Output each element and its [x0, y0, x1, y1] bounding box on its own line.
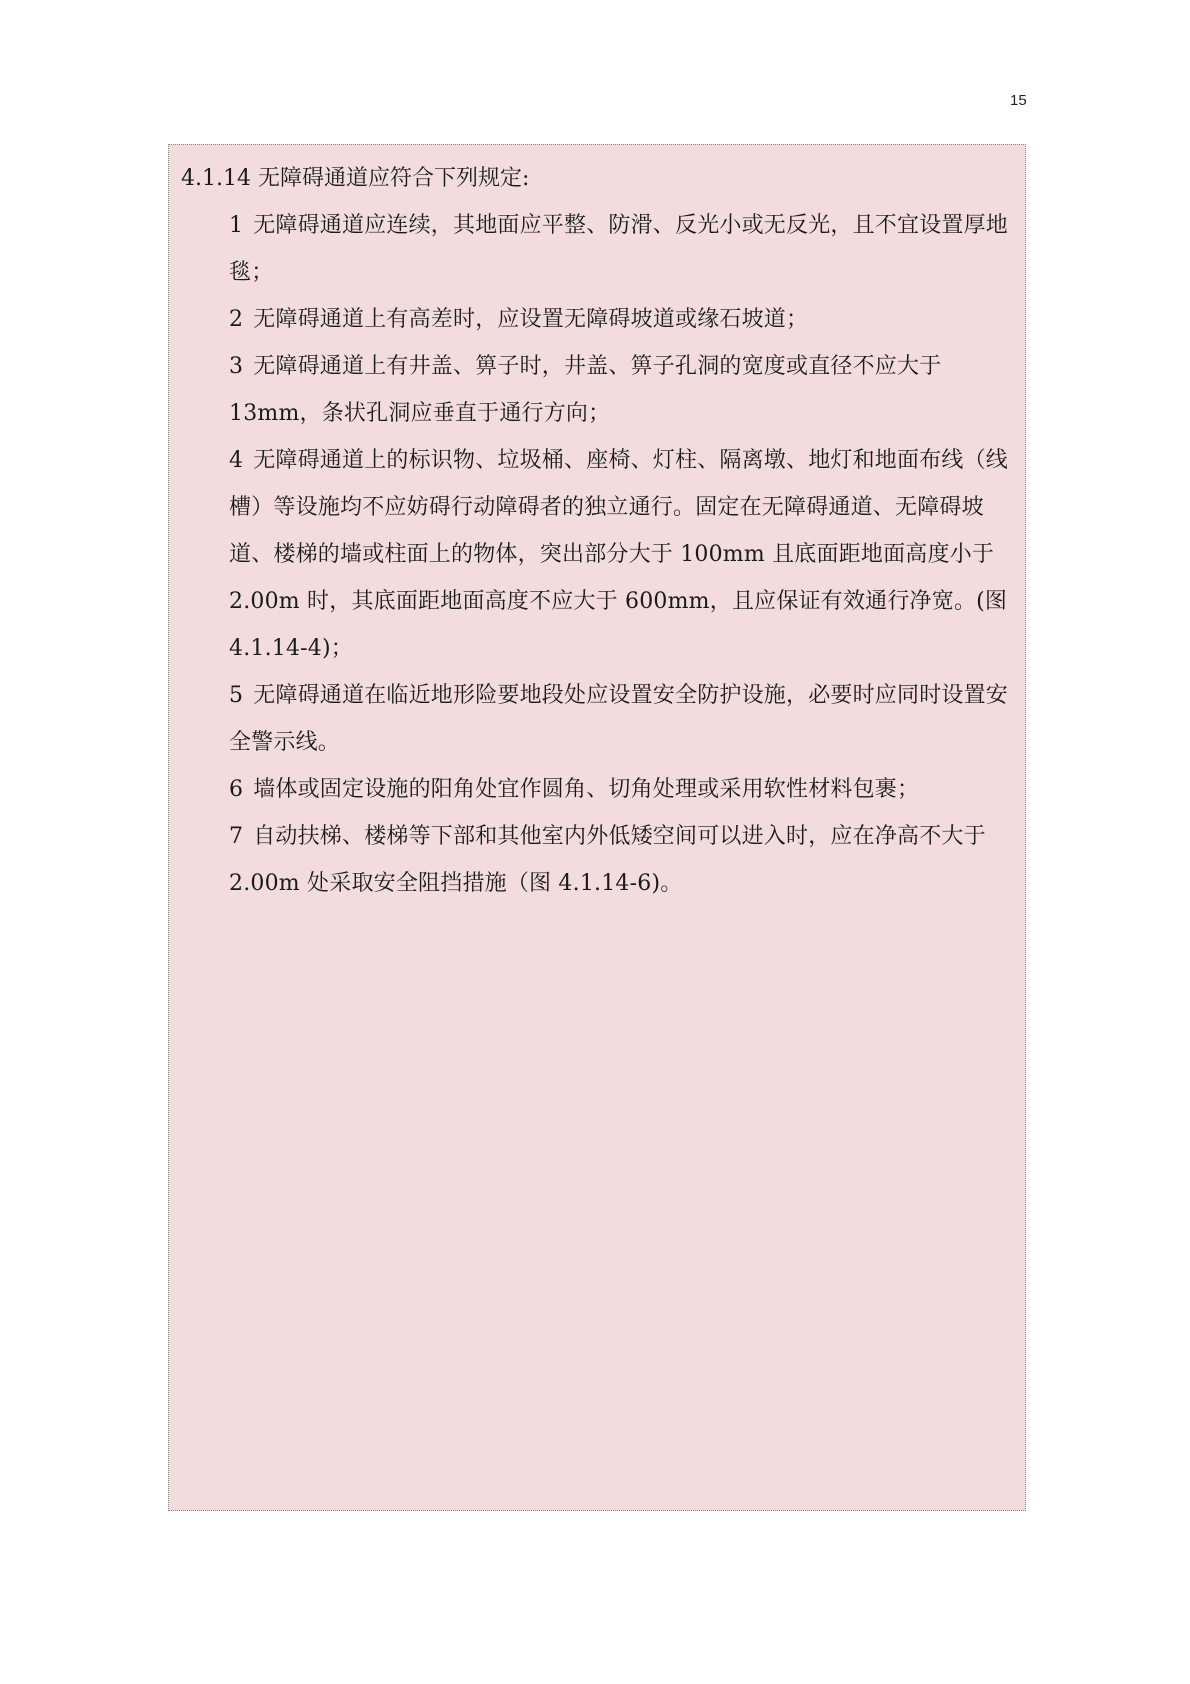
item-text: 自动扶梯、楼梯等下部和其他室内外低矮空间可以进入时，应在净高不大于 2.00m 处采取安全阻挡措施（图 4.1.14-6)。 — [229, 824, 986, 896]
page-number: 15 — [1010, 92, 1027, 109]
clause-heading: 4.1.14 无障碍通道应符合下列规定: — [181, 166, 530, 191]
item-text: 无障碍通道上的标识物、垃圾桶、座椅、灯柱、隔离墩、地灯和地面布线（线槽）等设施均不应妨碍行动障碍者的独立通行。固定在无障碍通道、无障碍坡道、楼梯的墙或柱面上的物体，突出部分大于 100mm 且底面距地面高度小于 2.00m 时，其底面距地面高度不应大于 600mm，且应保证有效通行净宽。(图 4.1.14-4)； — [229, 448, 1009, 661]
item-number: 4 — [229, 448, 244, 473]
item-number: 5 — [229, 683, 244, 708]
item-number: 1 — [229, 213, 244, 238]
item-text: 无障碍通道应连续，其地面应平整、防滑、反光小或无反光，且不宜设置厚地毯； — [229, 213, 1009, 285]
item-text: 墙体或固定设施的阳角处宜作圆角、切角处理或采用软性材料包裹； — [253, 777, 920, 802]
list-item — [229, 296, 1013, 343]
list-item — [229, 813, 1013, 907]
item-number: 7 — [229, 824, 244, 849]
item-number: 6 — [229, 777, 244, 802]
item-number: 2 — [229, 307, 244, 332]
list-item — [229, 766, 1013, 813]
list-item — [229, 202, 1013, 296]
item-text: 无障碍通道上有井盖、箅子时，井盖、箅子孔洞的宽度或直径不应大于13mm，条状孔洞应垂直于通行方向； — [229, 354, 942, 426]
item-text: 无障碍通道在临近地形险要地段处应设置安全防护设施，必要时应同时设置安全警示线。 — [229, 683, 1009, 755]
list-item — [229, 672, 1013, 766]
list-item — [229, 437, 1013, 672]
list-item — [229, 343, 1013, 437]
clause-box — [168, 144, 1026, 1511]
item-text: 无障碍通道上有高差时，应设置无障碍坡道或缘石坡道； — [253, 307, 809, 332]
item-number: 3 — [229, 354, 244, 379]
